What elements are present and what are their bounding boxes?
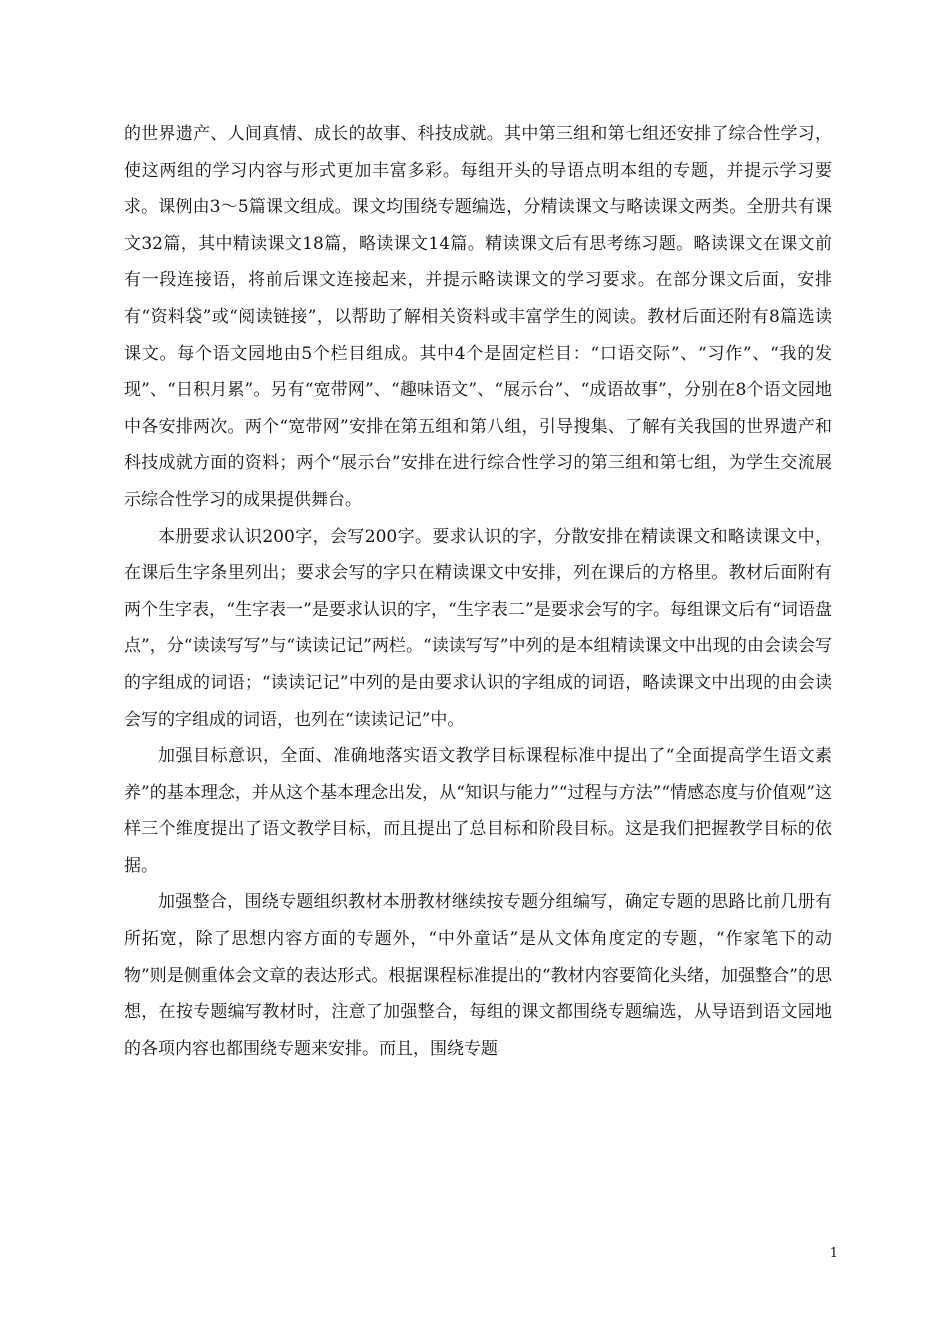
body-text: [124, 116, 832, 1067]
page-number: 1: [829, 1246, 838, 1261]
paragraph-teaching-objectives: 加强目标意识，全面、准确地落实语文教学目标课程标准中提出了“全面提高学生语文素养”的基本理念，并从这个基本理念出发，从“知识与能力”“过程与方法”“情感态度与价值观”这样三个维度提出了语文教学目标，而且提出了总目标和阶段目标。这是我们把握教学目标的依据。: [124, 746, 832, 876]
paragraph-continued: 的世界遗产、人间真情、成长的故事、科技成就。其中第三组和第七组还安排了综合性学习，使这两组的学习内容与形式更加丰富多彩。每组开头的导语点明本组的专题，并提示学习要求。课例由3～5篇课文组成。课文均围绕专题编选，分精读课文与略读课文两类。全册共有课文32篇，其中精读课文18篇，略读课文14篇。精读课文后有思考练习题。略读课文在课文前有一段连接语，将前后课文连接起来，并提示略读课文的学习要求。在部分课文后面，安排有“资料袋”或“阅读链接”，以帮助了解相关资料或丰富学生的阅读。教材后面还附有8篇选读课文。每个语文园地由5个栏目组成。其中4个是固定栏目：“口语交际”、“习作”、“我的发现”、“日积月累”。另有“宽带网”、“趣味语文”、“展示台”、“成语故事”，分别在8个语文园地中各安排两次。两个“宽带网”安排在第五组和第八组，引导搜集、了解有关我国的世界遗产和科技成就方面的资料；两个“展示台”安排在进行综合性学习的第三组和第七组，为学生交流展示综合性学习的成果提供舞台。: [124, 124, 832, 510]
paragraph-integration: 加强整合，围绕专题组织教材本册教材继续按专题分组编写，确定专题的思路比前几册有所拓宽，除了思想内容方面的专题外，“中外童话”是从文体角度定的专题，“作家笔下的动物”则是侧重体会文章的表达形式。根据课程标准提出的“教材内容要简化头绪，加强整合”的思想，在按专题编写教材时，注意了加强整合，每组的课文都围绕专题编选，从导语到语文园地的各项内容也都围绕专题来安排。而且，围绕专题: [124, 892, 832, 1059]
paragraph-character-requirements: 本册要求认识200字，会写200字。要求认识的字，分散安排在精读课文和略读课文中，在课后生字条里列出；要求会写的字只在精读课文中安排，列在课后的方格里。教材后面附有两个生字表，“生字表一”是要求认识的字，“生字表二”是要求会写的字。每组课文后有“词语盘点”，分“读读写写”与“读读记记”两栏。“读读写写”中列的是本组精读课文中出现的由会读会写的字组成的词语；“读读记记”中列的是由要求认识的字组成的词语，略读课文中出现的由会读会写的字组成的词语，也列在“读读记记”中。: [124, 526, 832, 730]
